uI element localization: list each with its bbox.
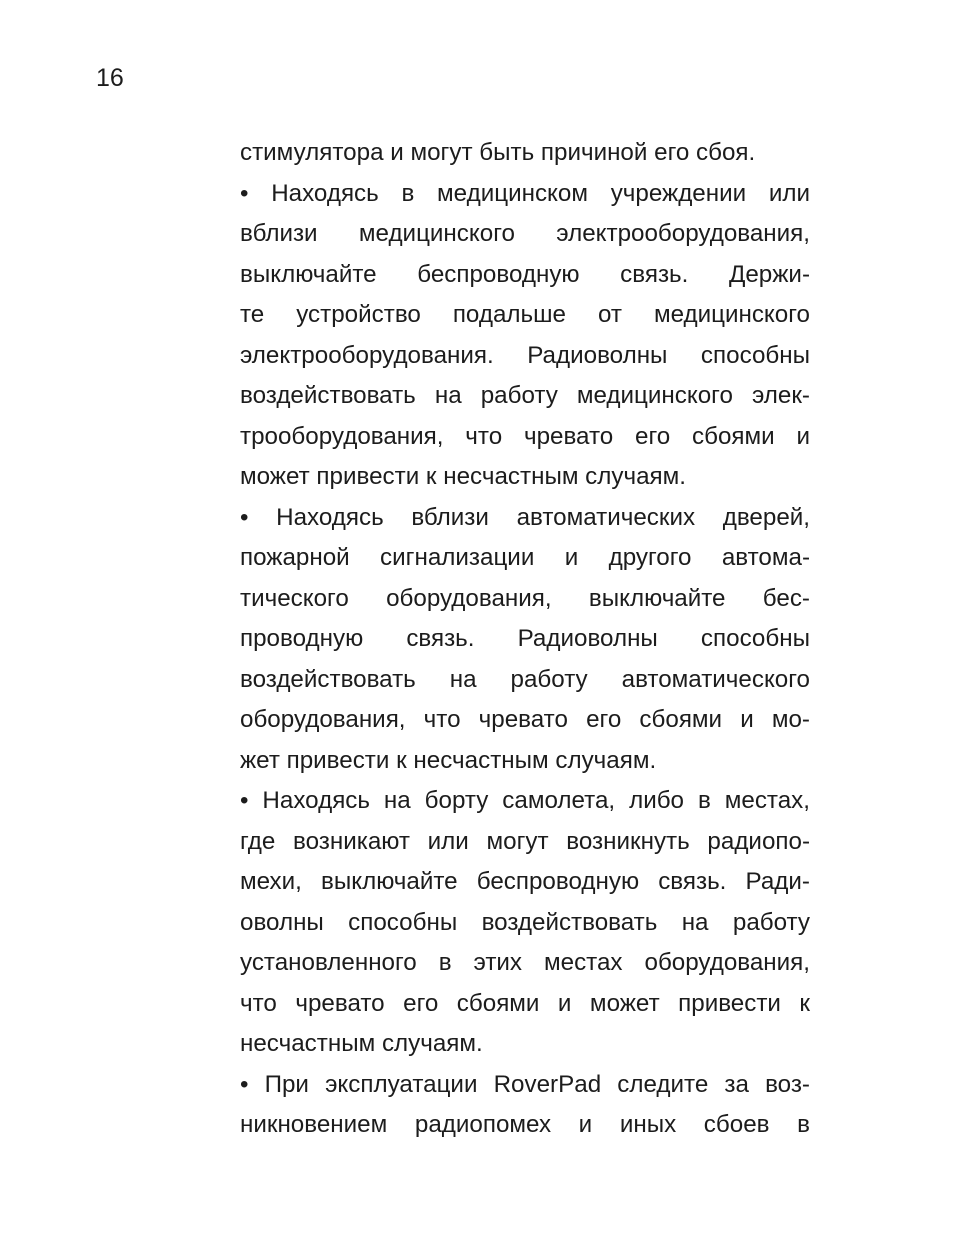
text-line: установленного в этих местах оборудования, — [240, 949, 810, 976]
text-line: может привести к несчастным случаям. — [240, 463, 686, 490]
text-line: жет привести к несчастным случаям. — [240, 746, 657, 774]
text-line: оборудования, что чревато его сбоями и мо- — [240, 706, 810, 733]
text-line: тического оборудования, выключайте бес- — [240, 584, 810, 612]
body-text — [240, 133, 810, 1146]
text-line: проводную связь. Радиоволны способны — [240, 625, 810, 652]
text-line: пожарной сигнализации и другого автома- — [240, 544, 810, 571]
text-line: трооборудования, что чревато его сбоями и — [240, 422, 810, 450]
text-line: где возникают или могут возникнуть радиопо- — [240, 827, 810, 855]
text-line: стимулятора и могут быть причиной его сбоя. — [240, 139, 756, 166]
text-line: • Находясь в медицинском учреждении или — [240, 179, 810, 207]
text-line: те устройство подальше от медицинского — [240, 301, 810, 328]
text-line: воздействовать на работу медицинского элек- — [240, 382, 810, 409]
text-line: электрооборудования. Радиоволны способны — [240, 341, 810, 369]
text-line: никновением радиопомех и иных сбоев в — [240, 1111, 810, 1138]
text-line: • Находясь на борту самолета, либо в местах, — [240, 787, 810, 814]
text-line: оволны способны воздействовать на работу — [240, 908, 810, 936]
text-line: выключайте беспроводную связь. Держи- — [240, 260, 810, 288]
text-line: воздействовать на работу автоматического — [240, 665, 810, 693]
text-line: несчастным случаям. — [240, 1030, 483, 1057]
text-line: • При эксплуатации RoverPad следите за воз- — [240, 1070, 810, 1098]
text-line: что чревато его сбоями и может привести к — [240, 989, 810, 1017]
text-line: мехи, выключайте беспроводную связь. Ради- — [240, 868, 810, 895]
text-line: вблизи медицинского электрооборудования, — [240, 220, 810, 247]
page-number: 16 — [96, 64, 124, 92]
text-line: • Находясь вблизи автоматических дверей, — [240, 503, 810, 531]
